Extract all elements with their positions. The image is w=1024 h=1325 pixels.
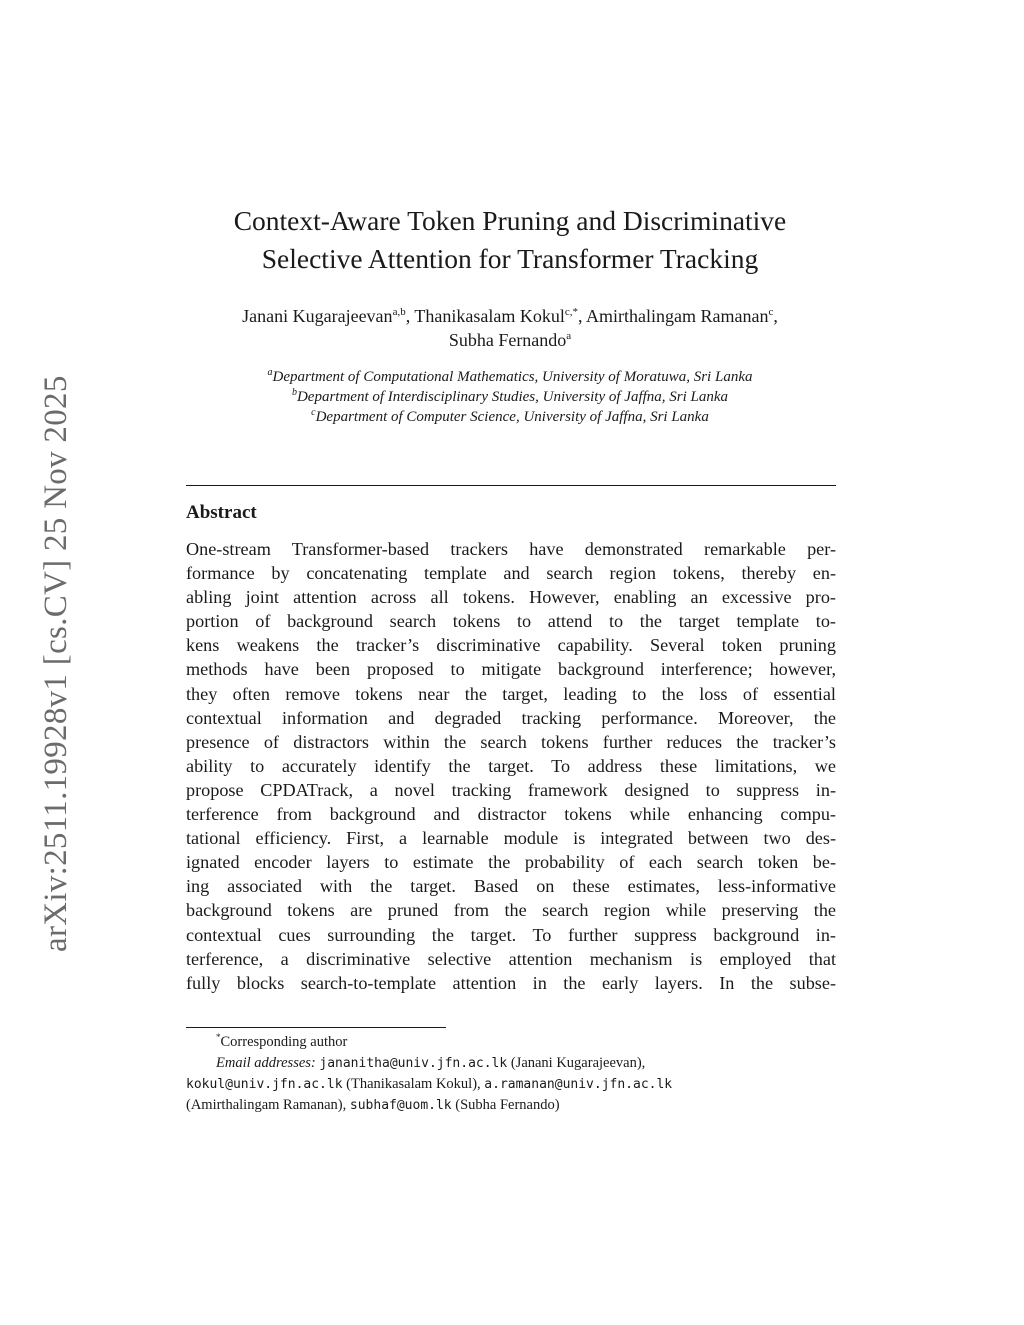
email-link[interactable]: a.ramanan@univ.jfn.ac.lk	[484, 1077, 673, 1092]
abstract-line: they often remove tokens near the target, leading to the loss of essential	[186, 683, 836, 704]
email-link[interactable]: jananitha@univ.jfn.ac.lk	[319, 1056, 508, 1071]
email-owner: (Amirthalingam Ramanan),	[186, 1097, 347, 1113]
email-link[interactable]: kokul@univ.jfn.ac.lk	[186, 1077, 343, 1092]
affiliation-text: Department of Computational Mathematics, University of Moratuwa, Sri Lanka	[272, 369, 753, 385]
abstract-line: formance by concatenating template and search region tokens, thereby en-	[186, 563, 836, 584]
arxiv-identifier: arXiv:2511.19928v1 [cs.CV] 25 Nov 2025	[38, 375, 74, 952]
email-line-1	[186, 1053, 836, 1074]
title-line-1: Context-Aware Token Pruning and Discriminative	[233, 205, 787, 236]
abstract-line: portion of background search tokens to attend to the target template to-	[186, 611, 836, 632]
email-line-2	[186, 1074, 836, 1095]
author-affil-marks: c,*	[564, 306, 578, 318]
affiliation-text: Department of Computer Science, University of Jaffna, Sri Lanka	[315, 409, 709, 425]
footnote-text: Corresponding author	[220, 1034, 348, 1050]
abstract-line: presence of distractors within the search tokens further reduces the tracker’s	[186, 731, 836, 752]
abstract-line: methods have been proposed to mitigate background interference; however,	[186, 659, 836, 680]
affiliation-mark: c	[311, 407, 316, 418]
abstract-line: tational efficiency. First, a learnable module is integrated between two des-	[186, 828, 836, 849]
abstract-line: kens weakens the tracker’s discriminative capability. Several token pruning	[186, 635, 836, 656]
author-separator: ,	[773, 306, 778, 326]
footnote-rule	[186, 1027, 446, 1028]
abstract-line: terference from background and distractor tokens while enhancing compu-	[186, 804, 836, 825]
abstract-line: ability to accurately identify the target. To address these limitations, we	[186, 755, 836, 776]
abstract-line: fully blocks search-to-template attention in the early layers. In the subse-	[186, 972, 836, 993]
author-affil-marks: a	[566, 330, 572, 342]
footnotes	[186, 1032, 836, 1116]
abstract-line: contextual cues surrounding the target. To further suppress background in-	[186, 924, 836, 945]
abstract-body	[186, 537, 836, 995]
paper-title	[150, 202, 870, 278]
email-owner: (Janani Kugarajeevan),	[510, 1055, 646, 1071]
author-name: Janani Kugarajeevan	[242, 306, 393, 326]
email-label: Email addresses:	[216, 1055, 316, 1071]
abstract-line: abling joint attention across all tokens. However, enabling an excessive pro-	[186, 587, 836, 608]
abstract-line: ing associated with the target. Based on these estimates, less-informative	[186, 876, 836, 897]
email-owner: (Subha Fernando)	[455, 1097, 560, 1113]
abstract-line: One-stream Transformer-based trackers have demonstrated remarkable per-	[186, 539, 836, 559]
abstract-line: background tokens are pruned from the search region while preserving the	[186, 900, 836, 921]
affiliation-item	[150, 367, 870, 387]
abstract-top-rule	[186, 485, 836, 486]
abstract-line: ignated encoder layers to estimate the probability of each search token be-	[186, 852, 836, 873]
footnote-mark: *	[216, 1032, 221, 1043]
author-name: Subha Fernando	[448, 330, 567, 350]
author-affil-marks: a,b	[392, 306, 406, 318]
abstract-heading: Abstract	[186, 502, 257, 523]
author-list	[150, 304, 870, 352]
affiliation-mark: b	[291, 387, 297, 398]
title-line-2: Selective Attention for Transformer Tracking	[261, 243, 759, 274]
author-separator: ,	[578, 306, 587, 326]
affiliation-item	[150, 387, 870, 407]
affiliation-text: Department of Interdisciplinary Studies, University of Jaffna, Sri Lanka	[296, 389, 729, 405]
email-owner: (Thanikasalam Kokul),	[346, 1076, 481, 1092]
affiliation-mark: a	[267, 367, 273, 378]
abstract-line: propose CPDATrack, a novel tracking framework designed to suppress in-	[186, 779, 836, 800]
author-separator: ,	[405, 306, 415, 326]
author-name: Thanikasalam Kokul	[414, 306, 565, 326]
abstract-line: contextual information and degraded tracking performance. Moreover, the	[186, 707, 836, 728]
abstract-line: terference, a discriminative selective attention mechanism is employed that	[186, 948, 836, 969]
affiliation-list	[150, 367, 870, 427]
email-line-3	[186, 1095, 836, 1116]
email-link[interactable]: subhaf@uom.lk	[349, 1098, 452, 1113]
affiliation-item	[150, 407, 870, 427]
author-affil-marks: c	[768, 306, 774, 318]
corresponding-author-note	[186, 1032, 836, 1053]
author-name: Amirthalingam Ramanan	[586, 306, 769, 326]
